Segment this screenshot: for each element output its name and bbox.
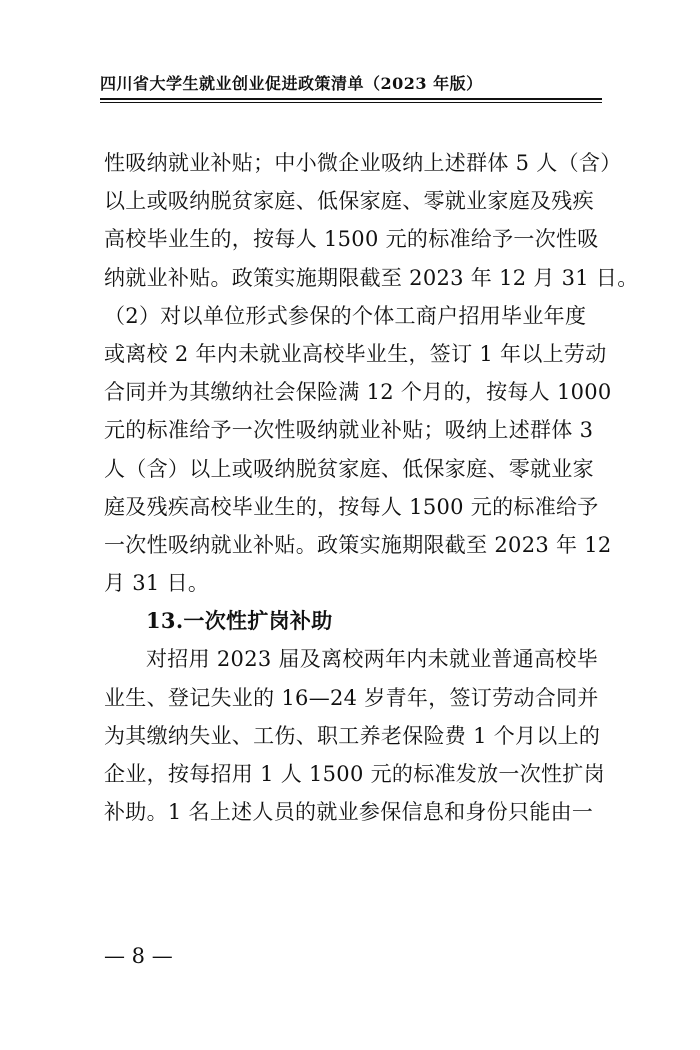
document-header: 四川省大学生就业创业促进政策清单（2023 年版）	[100, 74, 483, 93]
text-line: 纳就业补贴。政策实施期限截至 2023 年 12 月 31 日。	[104, 265, 639, 290]
text-line: 一次性吸纳就业补贴。政策实施期限截至 2023 年 12	[104, 532, 612, 557]
text-line: 补助。1 名上述人员的就业参保信息和身份只能由一	[104, 800, 594, 825]
text-line: 以上或吸纳脱贫家庭、低保家庭、零就业家庭及残疾	[104, 189, 594, 214]
text-line: 对招用 2023 届及离校两年内未就业普通高校毕	[146, 647, 598, 672]
text-line: 人（含）以上或吸纳脱贫家庭、低保家庭、零就业家	[104, 456, 594, 481]
body-text	[104, 144, 639, 831]
header-rule-thick	[100, 98, 602, 100]
text-line: 高校毕业生的，按每人 1500 元的标准给予一次性吸	[104, 227, 599, 252]
text-line: 月 31 日。	[104, 571, 210, 596]
text-line: 元的标准给予一次性吸纳就业补贴；吸纳上述群体 3	[104, 418, 594, 443]
text-line: 庭及残疾高校毕业生的，按每人 1500 元的标准给予	[104, 494, 599, 519]
page-number: — 8 —	[104, 944, 173, 968]
text-line: 为其缴纳失业、工伤、职工养老保险费 1 个月以上的	[104, 723, 601, 748]
text-line: 合同并为其缴纳社会保险满 12 个月的，按每人 1000	[104, 380, 612, 405]
header-rule-thin	[100, 102, 602, 103]
text-line: （2）对以单位形式参保的个体工商户招用毕业年度	[104, 303, 587, 328]
text-line: 性吸纳就业补贴；中小微企业吸纳上述群体 5 人（含）	[104, 151, 622, 175]
text-line: 企业，按每招用 1 人 1500 元的标准发放一次性扩岗	[104, 762, 605, 786]
text-line: 或离校 2 年内未就业高校毕业生，签订 1 年以上劳动	[104, 341, 607, 366]
section-heading: 13.一次性扩岗补助	[146, 608, 333, 634]
text-line: 业生、登记失业的 16—24 岁青年，签订劳动合同并	[104, 685, 599, 710]
